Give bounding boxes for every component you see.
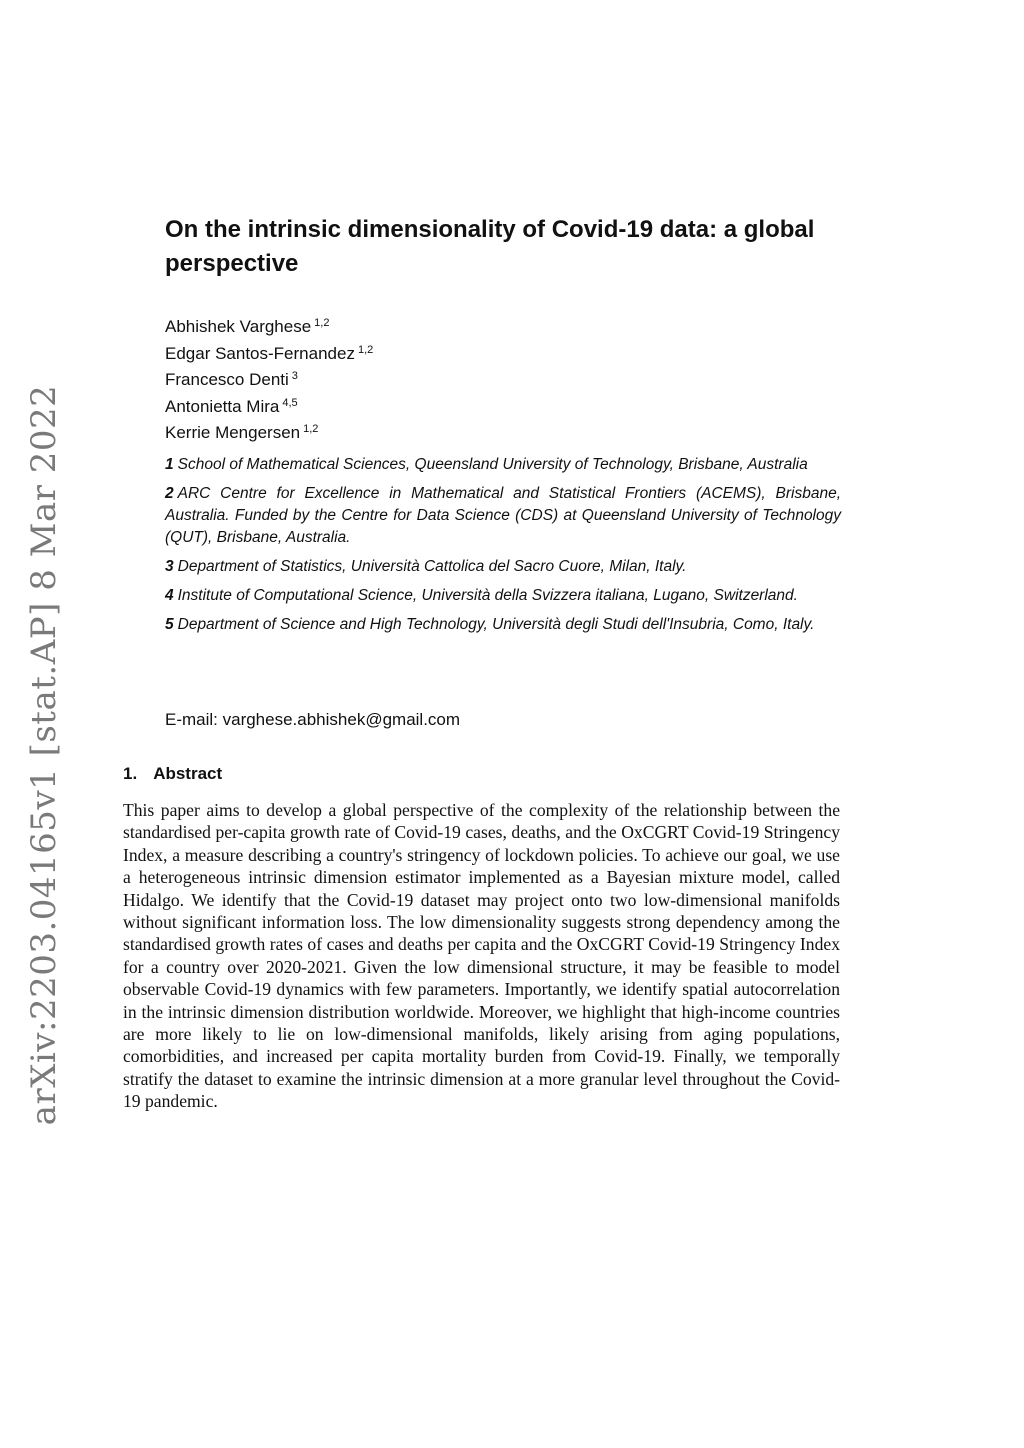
abstract-body: This paper aims to develop a global perspective of the complexity of the relationship between the standardised per-capita growth rate of Covid-19 cases, deaths, and the OxCGRT Covid-19 Stringency Index, a measure describing a country's stringency of lockdown policies. To achieve our goal, we use a heterogeneous intrinsic dimension estimator implemented as a Bayesian mixture model, called Hidalgo. We identify that the Covid-19 dataset may project onto two low-dimensional manifolds without significant information loss. The low dimensionality suggests strong dependency among the standardised growth rates of cases and deaths per capita and the OxCGRT Covid-19 Stringency Index for a country over 2020-2021. Given the low dimensional structure, it may be feasible to model observable Covid-19 dynamics with few parameters. Importantly, we identify spatial autocorrelation in the intrinsic dimension distribution worldwide. Moreover, we highlight that high-income countries are more likely to lie on low-dimensional manifolds, likely arising from aging populations, comorbidities, and increased per capita mortality burden from Covid-19. Finally, we temporally stratify the dataset to examine the intrinsic dimension at a more granular level throughout the Covid-19 pandemic. <box>123 800 840 1112</box>
affiliation-text: ARC Centre for Excellence in Mathematical and Statistical Frontiers (ACEMS), Brisbane, Australia. Funded by the Centre for Data Science (CDS) at Queensland University of Technology (QUT), Brisbane, Australia. <box>165 485 841 546</box>
section-title: Abstract <box>153 764 223 783</box>
author-name: Abhishek Varghese <box>165 317 312 336</box>
author-affiliation-marker: 1,2 <box>357 343 374 356</box>
contact-email: E-mail: varghese.abhishek@gmail.com <box>165 710 461 729</box>
author-name: Kerrie Mengersen <box>165 423 301 443</box>
author-affiliation-marker: 1,2 <box>314 317 330 329</box>
affiliation <box>165 454 841 476</box>
author-list <box>165 314 845 447</box>
affiliation-number: 5 <box>165 616 174 633</box>
author-affiliation-marker: 4,5 <box>282 396 298 409</box>
author-affiliation-marker: 1,2 <box>303 423 319 436</box>
arxiv-identifier-stamp: arXiv:2203.04165v1 [stat.AP] 8 Mar 2022 <box>24 384 64 1126</box>
affiliation-number: 4 <box>165 587 174 604</box>
affiliation-text: Department of Science and High Technology, Università degli Studi dell'Insubria, Como, Italy. <box>177 616 815 633</box>
affiliation <box>165 556 841 578</box>
affiliation-text: Institute of Computational Science, Università della Svizzera italiana, Lugano, Switzerland. <box>177 587 798 604</box>
author <box>165 394 845 421</box>
author-name: Antonietta Mira <box>165 396 280 416</box>
paper-title: On the intrinsic dimensionality of Covid-19 data: a global perspective <box>165 216 815 277</box>
author-affiliation-marker: 3 <box>291 370 298 383</box>
affiliation-text: Department of Statistics, Università Cattolica del Sacro Cuore, Milan, Italy. <box>177 558 687 575</box>
affiliation-list <box>165 454 841 643</box>
section-heading-abstract <box>123 762 222 786</box>
author-name: Francesco Denti <box>165 370 289 390</box>
author <box>165 314 845 341</box>
section-number: 1. <box>123 764 138 783</box>
affiliation-number: 1 <box>165 456 174 473</box>
author <box>165 420 845 447</box>
affiliation <box>165 483 841 549</box>
affiliation-number: 2 <box>165 485 174 502</box>
author-name: Edgar Santos-Fernandez <box>165 343 355 363</box>
affiliation-number: 3 <box>165 558 174 575</box>
affiliation-text: School of Mathematical Sciences, Queensland University of Technology, Brisbane, Australia <box>177 456 808 473</box>
author <box>165 367 845 394</box>
author <box>165 341 845 368</box>
affiliation <box>165 585 841 607</box>
affiliation <box>165 614 841 636</box>
